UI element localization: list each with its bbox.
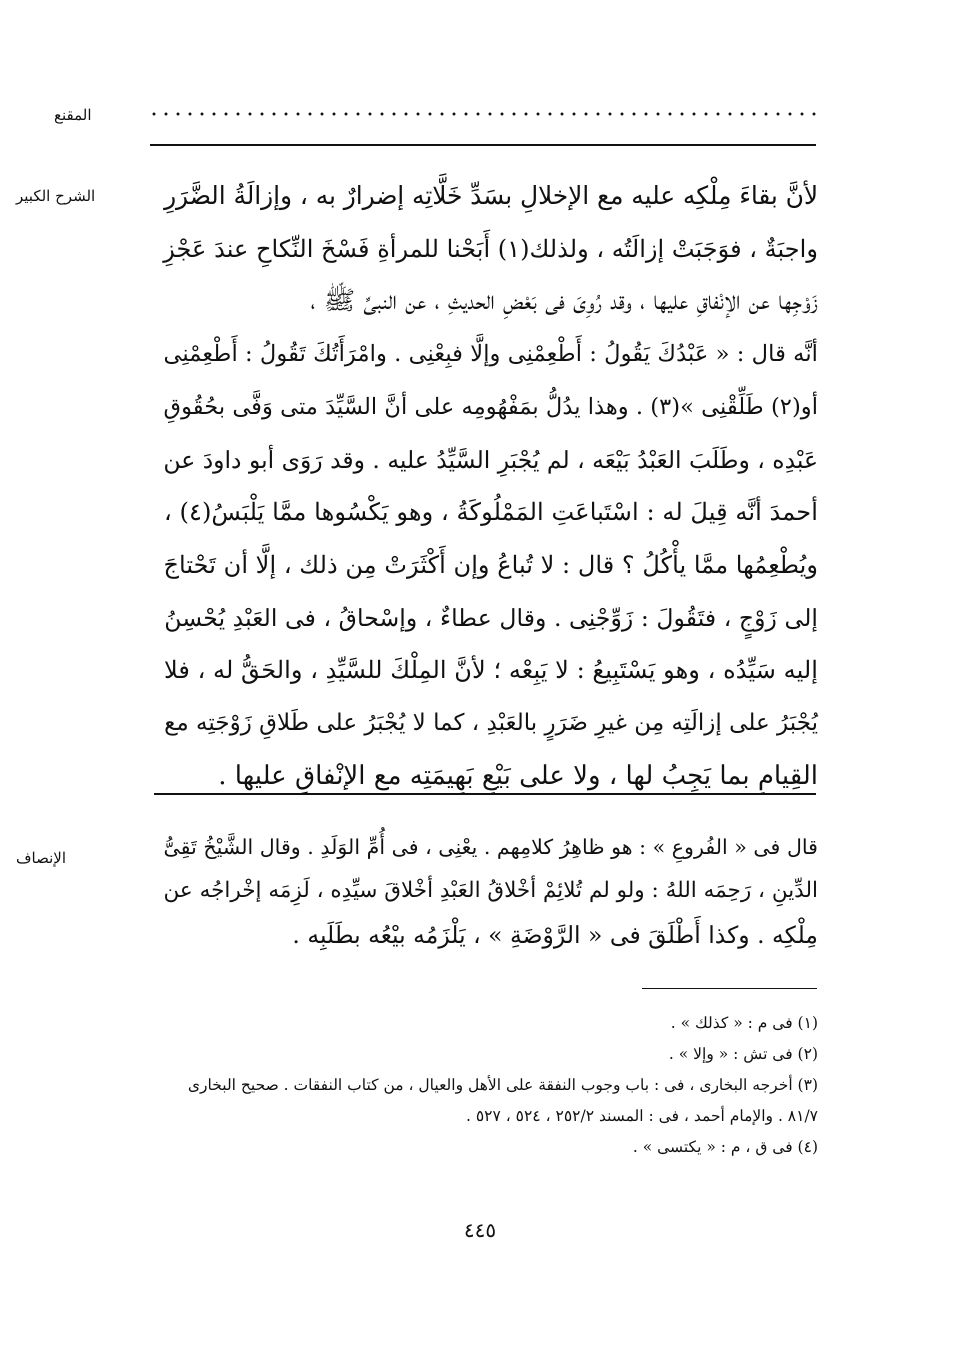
body-line: أحمدَ أنَّه قِيلَ له : اسْتَباعَتِ المَمْلُوكَةُ ، وهو يَكْسُوها ممَّا يَلْبَسُ(٤) ، (163, 497, 818, 527)
body-line: ويُطْعِمُها ممَّا يأْكُلُ ؟ قال : لا تُباعُ وإن أَكْثَرَتْ مِن ذلك ، إلَّا أن تَحْتاجَ (163, 550, 818, 579)
footnote: ٨١/٧ . والإمام أحمد ، فى : المسند ٢٥٢/٢ ، ٥٢٤ ، ٥٢٧ . (465, 1107, 818, 1125)
sharh-body-text (150, 170, 818, 802)
body-line: إلى زَوْجٍ ، فتَقُولَ : زَوِّجْنِى . وقال عطاءٌ ، وإسْحاقُ ، فى العَبْدِ يُحْسِنُ (164, 603, 818, 632)
header-rule (150, 144, 816, 146)
page-number: ٤٤٥ (463, 1218, 497, 1242)
body-line: زَوْجِها عن الإنْفاقِ عليها ، وقد رُوِىَ فى بَعْضِ الحديثِ ، عن النبىِّ ﷺ ، (310, 286, 818, 317)
body-line: يُجْبَرُ على إزالَتِه مِن غيرِ ضَرَرٍ بالعَبْدِ ، كما لا يُجْبَرُ على طَلاقِ زَوْجَتِه مع (164, 710, 818, 737)
footnote: (١) فى م : « كذلك » . (670, 1014, 818, 1032)
body-line: القِيامِ بما يَجِبُ لها ، ولا على بَيْعِ بَهِيمَتِه مع الإنْفاقِ عليها . (218, 760, 818, 791)
section-label-sharh: الشرح الكبير (16, 187, 96, 205)
footnote: (٢) فى تش : « وإلا » . (668, 1045, 818, 1063)
book-label-muqni: المقنع (54, 106, 92, 124)
body-line: عَبْدِه ، وطَلَبَ العَبْدُ بَيْعَه ، لم يُجْبَرِ السَّيِّدُ عليه . وقد رَوَى أبو داودَ عن (163, 445, 818, 474)
body-line: أو(٢) طَلِّقْنِى »(٣) . وهذا يدُلُّ بمَفْهُومِه على أنَّ السَّيِّدَ متى وَفَّى بحُقُوقِ (163, 393, 818, 420)
footnote: (٤) فى ق ، م : « يكتسى » . (632, 1138, 818, 1156)
insaf-line: قال فى « الفُروعِ » : هو ظاهِرُ كلامِهم . يعْنِى ، فى أُمِّ الوَلَدِ . وقال الشَّيْخُ تَقِىُّ (163, 835, 818, 859)
insaf-body-text (150, 825, 818, 957)
body-line: لأنَّ بقاءَ مِلْكِه عليه مع الإخلالِ بسَدِّ خَلَّاتِه إضرارٌ به ، وإزالَةُ الضَّرَرِ (164, 181, 818, 210)
footnote: (٣) أخرجه البخارى ، فى : باب وجوب النفقة على الأهل والعيال ، من كتاب النفقات . صحيح البخارى (187, 1076, 818, 1094)
body-line: أنَّه قال : « عَبْدُكَ يَقُولُ : أَطْعِمْنِى وإلَّا فبِعْنِى . وامْرَأَتُكَ تَقُولُ : أَطْعِمْنِى (163, 341, 818, 368)
insaf-line: مِلْكِه . وكذا أَطْلَقَ فى « الرَّوْضَةِ » ، يَلْزَمُه بيْعُه بطَلَبِه . (292, 921, 818, 949)
footnote-separator (642, 988, 817, 989)
body-line: واجبَةٌ ، فوَجَبَتْ إزالَتُه ، ولذلك(١) أَبَحْنا للمرأةِ فَسْخَ النِّكاحِ عندَ عَجْزِ (163, 234, 818, 263)
section-divider (154, 793, 816, 795)
section-label-insaf: الإنصاف (16, 849, 67, 867)
body-line: إليه سَيِّدُه ، وهو يَسْتَبِيعُ : لا يَبِعْه ؛ لأنَّ المِلْكَ للسَّيِّدِ ، والحَقُّ له ، فلا (163, 656, 818, 685)
footnotes (150, 1008, 818, 1163)
insaf-line: الدِّينِ ، رَحِمَه اللهُ : ولو لم تُلائِمْ أخْلاقُ العَبْدِ أخْلاقَ سيِّدِه ، لَزِمَه إخْراجُه عن (163, 878, 818, 903)
header-dotted-leader (148, 111, 816, 117)
